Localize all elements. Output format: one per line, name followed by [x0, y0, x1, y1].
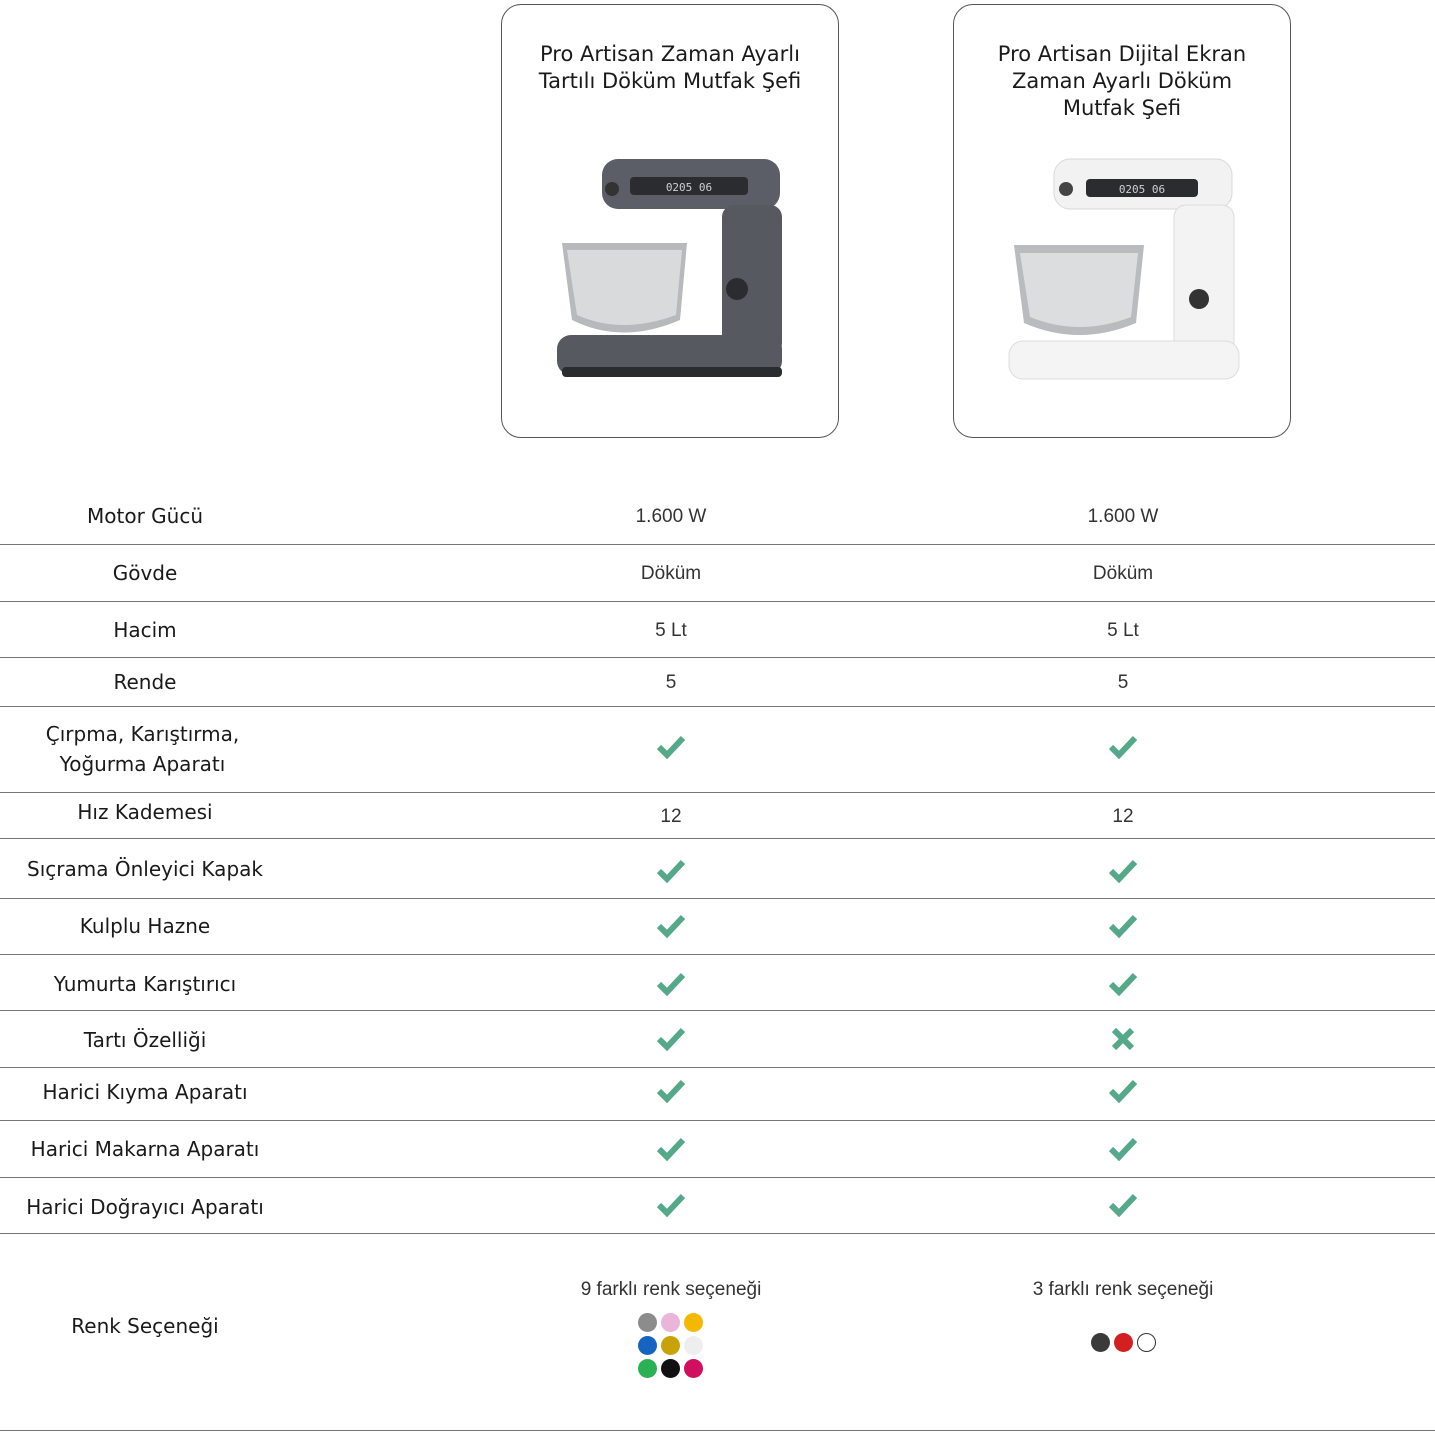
- color-swatch[interactable]: [684, 1336, 703, 1355]
- product-title: Pro Artisan Zaman Ayarlı Tartılı Döküm Mutfak Şefi: [538, 42, 802, 93]
- spec-row-chopper: [0, 1178, 1435, 1234]
- spec-row-grater: [0, 658, 1435, 707]
- check-icon: [657, 1025, 685, 1053]
- product-card-1[interactable]: [501, 4, 839, 438]
- spec-row-attachments: [0, 707, 1435, 793]
- spec-label: Harici Makarna Aparatı: [30, 1137, 260, 1161]
- check-icon: [657, 970, 685, 998]
- spec-value-p2: 5 Lt: [1107, 620, 1139, 641]
- spec-value-p1: 5 Lt: [655, 620, 687, 641]
- color-swatches-p2: [1091, 1333, 1156, 1352]
- spec-row-scale: [0, 1011, 1435, 1068]
- check-icon: [657, 912, 685, 940]
- white-stand-mixer-image: [994, 155, 1252, 387]
- spec-value-p1: Döküm: [640, 563, 702, 584]
- color-swatch[interactable]: [1137, 1333, 1156, 1352]
- cross-icon: [1109, 1025, 1137, 1053]
- svg-text:0205 06: 0205 06: [665, 181, 713, 194]
- color-swatch[interactable]: [638, 1313, 657, 1332]
- spec-label: Rende: [113, 670, 177, 694]
- check-icon: [1109, 912, 1137, 940]
- check-icon: [1109, 1077, 1137, 1105]
- check-icon: [1109, 1135, 1137, 1163]
- spec-row-handle-bowl: [0, 899, 1435, 955]
- spec-row-egg-beater: [0, 955, 1435, 1011]
- check-icon: [657, 1077, 685, 1105]
- spec-value-p1: 12: [660, 806, 682, 827]
- spec-row-splash-guard: [0, 839, 1435, 899]
- color-swatch[interactable]: [638, 1336, 657, 1355]
- spec-row-speed: [0, 793, 1435, 839]
- product-title: Pro Artisan Dijital Ekran Zaman Ayarlı Döküm Mutfak Şefi: [997, 42, 1247, 120]
- color-swatch[interactable]: [661, 1313, 680, 1332]
- spec-value-p2: 12: [1112, 806, 1134, 827]
- spec-label: Yumurta Karıştırıcı: [53, 972, 237, 996]
- color-swatch[interactable]: [1091, 1333, 1110, 1352]
- spec-label: Kulplu Hazne: [79, 914, 211, 938]
- check-icon: [657, 1135, 685, 1163]
- spec-label: Renk Seçeneği: [71, 1314, 219, 1338]
- color-swatch[interactable]: [661, 1359, 680, 1378]
- check-icon: [1109, 970, 1137, 998]
- spec-value-p1: 5: [665, 672, 677, 693]
- check-icon: [1109, 857, 1137, 885]
- check-icon: [657, 733, 685, 761]
- spec-label: Gövde: [112, 561, 178, 585]
- spec-label: Sıçrama Önleyici Kapak: [27, 857, 263, 881]
- check-icon: [1109, 733, 1137, 761]
- color-swatch[interactable]: [1114, 1333, 1133, 1352]
- spec-label: Hacim: [113, 618, 177, 642]
- color-swatch[interactable]: [661, 1336, 680, 1355]
- spec-row-mincer: [0, 1068, 1435, 1121]
- color-swatch[interactable]: [684, 1359, 703, 1378]
- spec-row-volume: [0, 602, 1435, 658]
- check-icon: [1109, 1191, 1137, 1219]
- spec-row-body: [0, 545, 1435, 602]
- color-count-p2: 3 farklı renk seçeneği: [1032, 1279, 1214, 1300]
- spec-label: Harici Doğrayıcı Aparatı: [26, 1195, 264, 1219]
- dark-stand-mixer-image: [542, 155, 800, 387]
- spec-label: Çırpma, Karıştırma, Yoğurma Aparatı: [45, 722, 240, 776]
- color-swatch[interactable]: [684, 1313, 703, 1332]
- color-count-p1: 9 farklı renk seçeneği: [580, 1279, 762, 1300]
- spec-label: Motor Gücü: [87, 504, 203, 528]
- check-icon: [657, 1191, 685, 1219]
- spec-label: Hız Kademesi: [77, 800, 213, 824]
- spec-value-p2: 1.600 W: [1087, 506, 1159, 527]
- spec-row-pasta: [0, 1121, 1435, 1178]
- check-icon: [657, 857, 685, 885]
- product-card-2[interactable]: [953, 4, 1291, 438]
- spec-value-p2: Döküm: [1092, 563, 1154, 584]
- color-swatch[interactable]: [638, 1359, 657, 1378]
- spec-value-p1: 1.600 W: [635, 506, 707, 527]
- color-swatches-p1: [638, 1313, 703, 1378]
- svg-text:0205 06: 0205 06: [1118, 183, 1166, 196]
- spec-row-colors: [0, 1234, 1435, 1431]
- spec-value-p2: 5: [1117, 672, 1129, 693]
- spec-row-motor: [0, 490, 1435, 545]
- spec-label: Tartı Özelliği: [83, 1028, 207, 1052]
- spec-label: Harici Kıyma Aparatı: [42, 1080, 248, 1104]
